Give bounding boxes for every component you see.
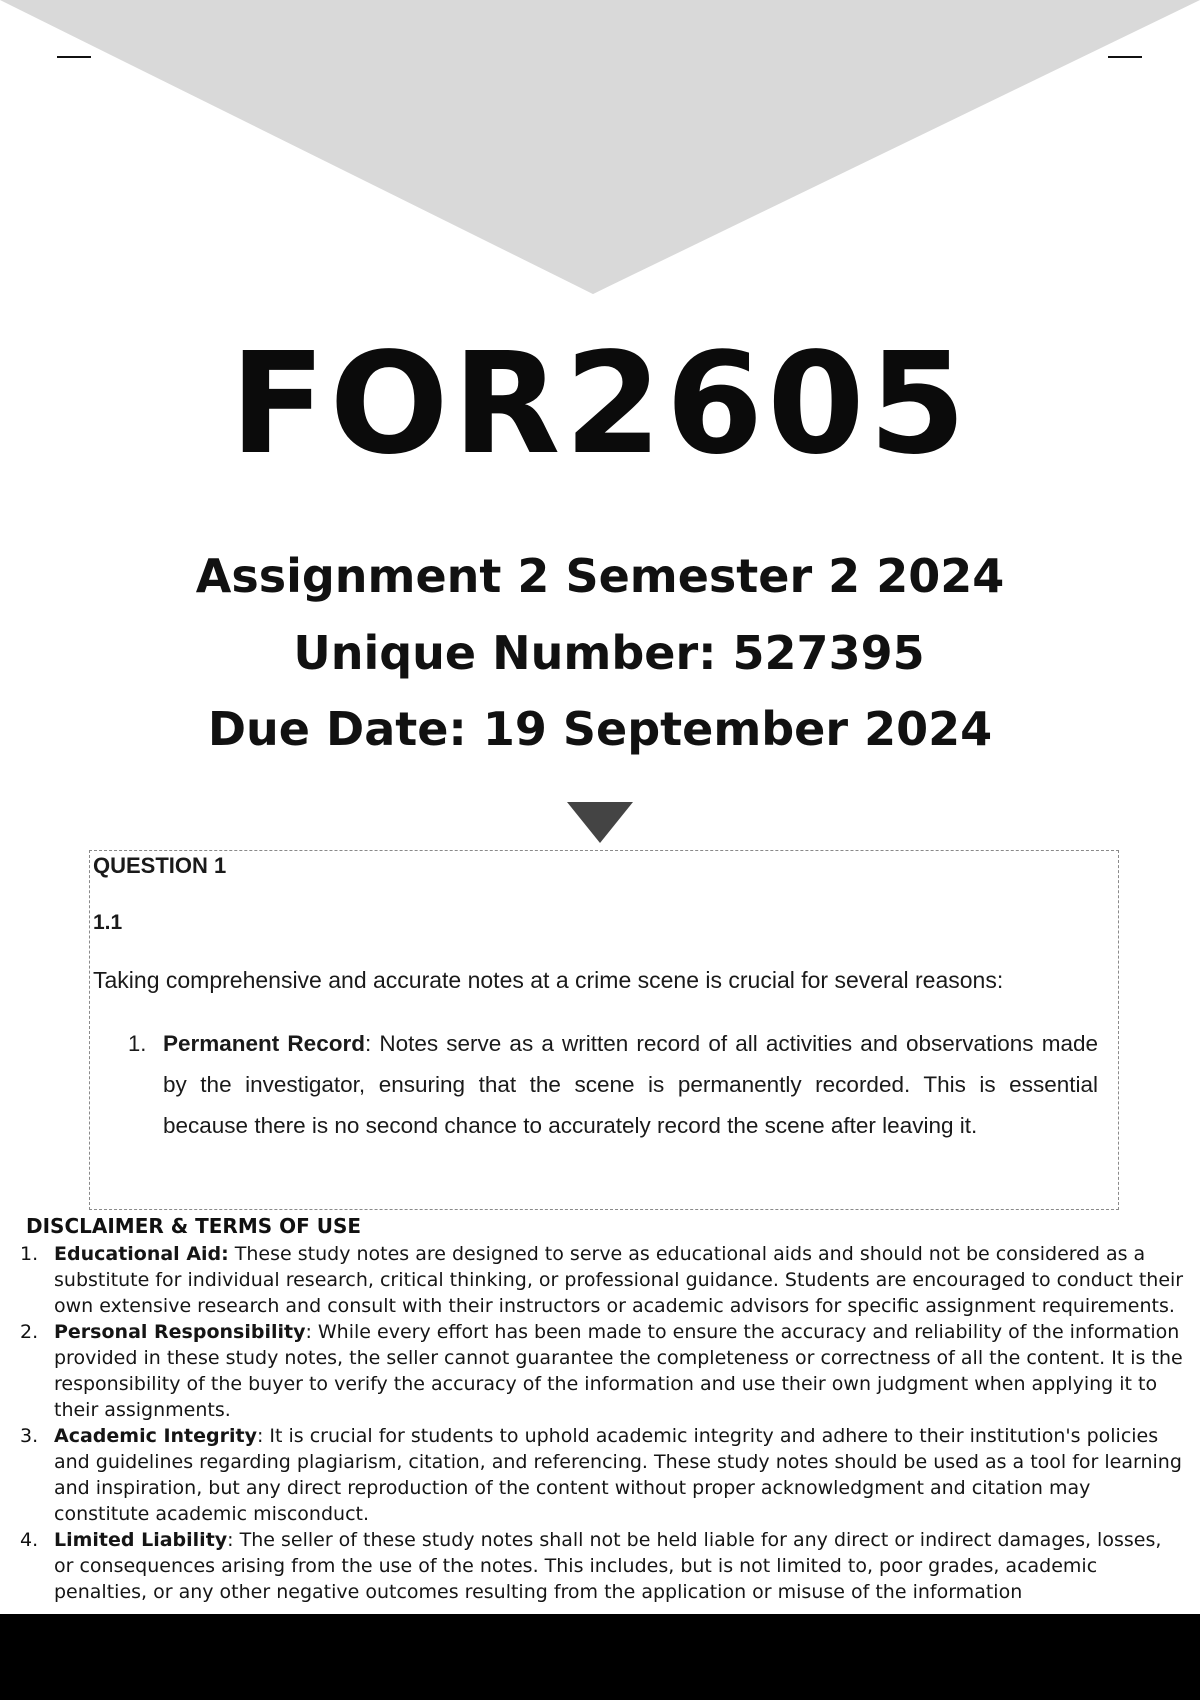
disclaimer-item-number: 3. — [20, 1425, 39, 1447]
cover-banner — [0, 0, 1200, 300]
disclaimer-item-body — [54, 1423, 1186, 1527]
question-heading: QUESTION 1 — [93, 853, 227, 878]
disclaimer-list — [0, 1241, 1200, 1605]
disclaimer-item-term: Limited Liability — [54, 1529, 228, 1551]
disclaimer-item-text: These study notes are designed to serve as educational aids and should not be considered as a substitute for individual research, critical thinking, or professional guidance. Students are encouraged to conduct their own extensive research and consult with their instructors or academic advisors for specific assignment requirements. — [54, 1243, 1184, 1317]
disclaimer-item — [0, 1319, 1200, 1423]
question-item — [163, 1023, 1098, 1146]
unique-number-line: Unique Number: 527395 — [293, 626, 925, 680]
disclaimer-item — [0, 1423, 1200, 1527]
question-item-number: 1. — [128, 1031, 147, 1056]
due-date-line: Due Date: 19 September 2024 — [207, 702, 993, 756]
disclaimer-item — [0, 1241, 1200, 1319]
question-subheading: 1.1 — [93, 911, 123, 934]
chevron-banner-shape — [0, 0, 1200, 300]
disclaimer-item-term: Academic Integrity — [54, 1425, 257, 1447]
disclaimer-title: DISCLAIMER & TERMS OF USE — [26, 1214, 362, 1238]
down-arrow-icon — [567, 802, 633, 843]
disclaimer-item-term: Personal Responsibility — [54, 1321, 306, 1343]
question-preview-box — [89, 850, 1119, 1210]
disclaimer-item-number: 1. — [20, 1243, 39, 1265]
disclaimer-item-number: 4. — [20, 1529, 39, 1551]
disclaimer-item-body — [54, 1319, 1186, 1423]
disclaimer-item — [0, 1527, 1200, 1605]
corner-rule-right — [1108, 56, 1142, 58]
question-item-text: : Notes serve as a written record of all activities and observations made by the investigator, ensuring that the scene is permanently recorded. This is essential because there is no second chance to accurately record the scene after leaving it. — [163, 1031, 1098, 1138]
question-intro: Taking comprehensive and accurate notes at a crime scene is crucial for several reasons: — [93, 967, 1004, 993]
disclaimer-item-body — [54, 1241, 1186, 1319]
disclaimer-item-text: : While every effort has been made to ensure the accuracy and reliability of the information provided in these study notes, the seller cannot guarantee the completeness or correctness of all the content. It is the responsibility of the buyer to verify the accuracy of the information and use their own judgment when applying it to their assignments. — [54, 1321, 1183, 1421]
course-code-title: FOR2605 — [229, 323, 971, 486]
disclaimer-item-term: Educational Aid: — [54, 1243, 229, 1265]
corner-rule-left — [57, 56, 91, 58]
disclaimer-item-text: : The seller of these study notes shall not be held liable for any direct or indirect damages, losses, or consequences arising from the use of the notes. This includes, but is not limited to, poor grades, academic penalties, or any other negative outcomes resulting from the application or misuse of the information — [54, 1529, 1162, 1603]
disclaimer-item-text: : It is crucial for students to uphold academic integrity and adhere to their institution's policies and guidelines regarding plagiarism, citation, and referencing. These study notes should be used as a tool for learning and inspiration, but any direct reproduction of the content without proper acknowledgment and citation may constitute academic misconduct. — [54, 1425, 1182, 1525]
assignment-line: Assignment 2 Semester 2 2024 — [195, 549, 1005, 603]
disclaimer-item-body — [54, 1527, 1186, 1605]
question-item-term: Permanent Record — [163, 1031, 365, 1056]
disclaimer-item-number: 2. — [20, 1321, 39, 1343]
bottom-black-bar — [0, 1614, 1200, 1700]
